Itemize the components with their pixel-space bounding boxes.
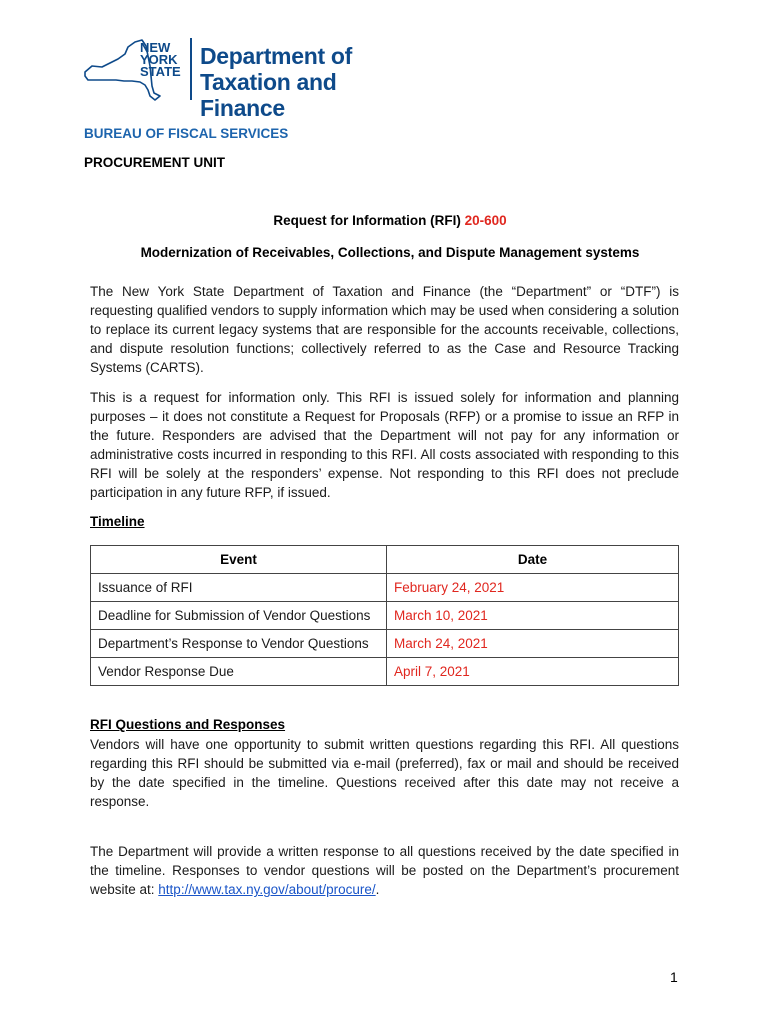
rfi-title-prefix: Request for Information (RFI)	[273, 213, 465, 228]
rfi-title	[90, 213, 690, 228]
column-header-event: Event	[91, 546, 387, 574]
table-row	[91, 574, 679, 602]
date-cell: February 24, 2021	[387, 574, 679, 602]
table-header-row	[91, 546, 679, 574]
event-cell: Deadline for Submission of Vendor Questions	[91, 602, 387, 630]
timeline-heading: Timeline	[90, 514, 145, 529]
event-cell: Vendor Response Due	[91, 658, 387, 686]
questions-paragraph: Vendors will have one opportunity to submit written questions regarding this RFI. All questions regarding this RFI should be submitted via e-mail (preferred), fax or mail and should be received by the date specified in the timeline. Questions received after this date may not receive a response.	[90, 737, 679, 809]
column-header-date: Date	[387, 546, 679, 574]
intro-paragraph: The New York State Department of Taxation and Finance (the “Department” or “DTF”) is requesting qualified vendors to supply information which may be used when considering a solution to replace its current legacy systems that are responsible for the accounts receivable, collections, and dispute resolution functions; collectively referred to as the Case and Resource Tracking Systems (CARTS).	[90, 284, 679, 375]
logo-divider	[190, 38, 192, 100]
page-number: 1	[670, 969, 678, 985]
department-line-2: Taxation and Finance	[200, 69, 337, 121]
nys-line-3: STATE	[140, 64, 181, 79]
event-cell: Department’s Response to Vendor Questions	[91, 630, 387, 658]
department-name	[200, 43, 422, 121]
procurement-website-link[interactable]: http://www.tax.ny.gov/about/procure/	[158, 882, 376, 897]
rfi-subtitle: Modernization of Receivables, Collections, and Dispute Management systems	[140, 245, 640, 260]
nys-line-2: YORK	[140, 52, 178, 67]
nys-dtf-logo	[82, 36, 422, 121]
bureau-heading: BUREAU OF FISCAL SERVICES	[84, 126, 289, 141]
questions-heading: RFI Questions and Responses	[90, 717, 286, 732]
unit-heading: PROCUREMENT UNIT	[84, 155, 225, 170]
disclaimer-paragraph: This is a request for information only. This RFI is issued solely for information and planning purposes – it does not constitute a Request for Proposals (RFP) or a promise to issue an RFP in the future. Responders are advised that the Department will not pay for any information or administrative costs incurred in responding to this RFI. All costs associated with responding to this RFI will be solely at the responders’ expense. Not responding to this RFI does not preclude participation in any future RFP, if issued.	[90, 390, 679, 500]
table-row	[91, 602, 679, 630]
table-row	[91, 658, 679, 686]
table-row	[91, 630, 679, 658]
responses-end: .	[375, 882, 380, 897]
rfi-number: 20-600	[464, 213, 507, 228]
date-cell: April 7, 2021	[387, 658, 679, 686]
date-cell: March 24, 2021	[387, 630, 679, 658]
timeline-table	[90, 545, 679, 686]
nys-line-1: NEW	[140, 40, 171, 55]
date-cell: March 10, 2021	[387, 602, 679, 630]
responses-paragraph	[90, 842, 679, 899]
department-line-1: Department of	[200, 43, 353, 69]
event-cell: Issuance of RFI	[91, 574, 387, 602]
nys-wordmark	[140, 42, 181, 78]
responses-text: The Department will provide a written response to all questions received by the date specified in the timeline. Responses to vendor questions will be posted on the Department’s procurement website at:	[90, 844, 679, 897]
